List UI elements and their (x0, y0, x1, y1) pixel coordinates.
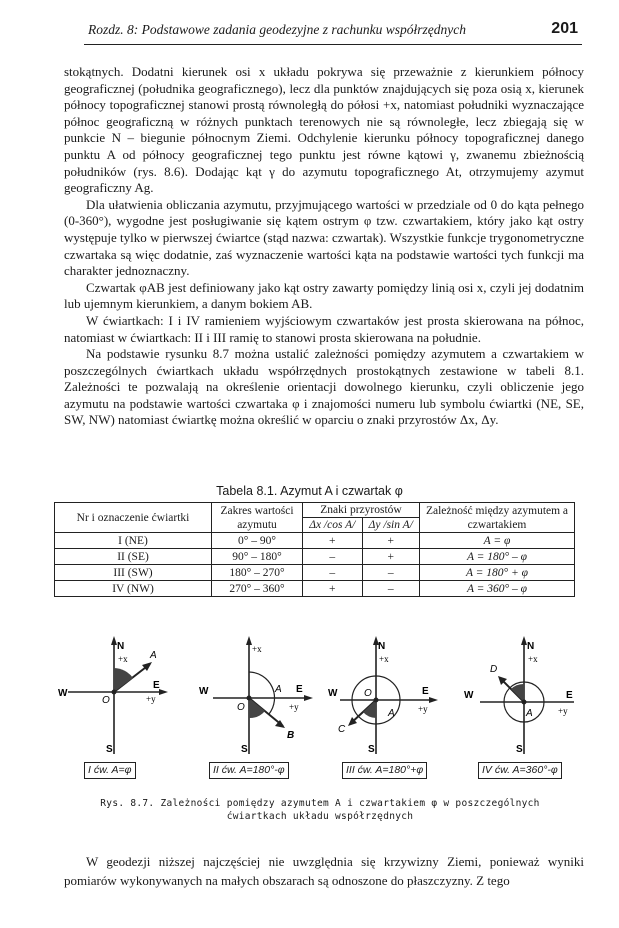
east-arrow-icon (304, 695, 313, 701)
east-arrow-icon (429, 697, 438, 703)
cell-dy: – (362, 581, 419, 597)
label-a: A (388, 708, 395, 719)
label-w: W (199, 686, 209, 697)
label-py: +y (146, 694, 156, 704)
cell-relation: A = φ (420, 533, 575, 549)
cell-quadrant: III (SW) (55, 565, 212, 581)
label-o: O (237, 702, 245, 713)
label-a: A (150, 650, 157, 661)
label-s: S (106, 744, 113, 755)
label-a: A (526, 708, 533, 719)
cell-dx: – (303, 549, 363, 565)
cell-relation: A = 360° – φ (420, 581, 575, 597)
panel-4-label: IV ćw. A=360°-φ (478, 762, 562, 779)
cell-dx: + (303, 581, 363, 597)
label-b: B (287, 730, 295, 741)
paragraph-2: Dla ułatwienia obliczania azymutu, przyjmującego wartości w przedziale od 0 do kąta pełnego (0-360°), wygodne jest posługiwanie się kątem ostrym φ tzw. czwartakiem, który jako kąt ostry występuje tylko w pierwszej ćwiartce (stąd nazwa: czwartak). Wszystkie funkcje trygonometryczne czwartaka są więc dodatnie, zaś wyznaczenie wartości kąta na podstawie wartości tych funkcji ma charakter jednoznaczny. (64, 196, 584, 279)
label-n: N (117, 641, 125, 652)
quadrant-3-diagram (326, 632, 446, 782)
closing-text (64, 852, 584, 890)
label-e: E (296, 684, 303, 695)
quadrant-2-diagram (199, 632, 319, 782)
label-n: N (378, 641, 386, 652)
cell-dx: – (303, 565, 363, 581)
table-row (55, 565, 575, 581)
panel-quadrant-2 (199, 632, 319, 782)
origin-point (112, 690, 117, 695)
label-e: E (153, 680, 160, 691)
label-c: C (338, 724, 346, 735)
cell-quadrant: I (NE) (55, 533, 212, 549)
label-n: N (527, 641, 535, 652)
cell-range: 180° – 270° (212, 565, 303, 581)
page-number: 201 (551, 20, 578, 37)
east-arrow-icon (159, 689, 168, 695)
table-caption: Tabela 8.1. Azymut A i czwartak φ (216, 484, 403, 498)
origin-point (247, 696, 252, 701)
panel-2-label: II ćw. A=180°-φ (209, 762, 289, 779)
label-e: E (566, 690, 573, 701)
closing-paragraph: W geodezji niższej najczęściej nie uwzględnia się krzywizny Ziemi, ponieważ wyniki pomiarów wykonywanych na małych obszarach są odnoszone do płaszczyzny. Z tego (64, 854, 584, 888)
cell-range: 90° – 180° (212, 549, 303, 565)
cell-dy: + (362, 549, 419, 565)
panel-quadrant-3 (326, 632, 446, 782)
header-signs: Znaki przyrostów (303, 503, 420, 518)
paragraph-5: Na podstawie rysunku 8.7 można ustalić zależności pomiędzy azymutem a czwartakiem w poszczególnych ćwiartkach układu współrzędnych prostokątnych zestawione w tabeli 8.1. Zależności te pozwalają na określenie orientacji dowolnego kierunku, czyli obliczenie jego azymutu na podstawie wartości czwartaka φ i znajomości numeru lub symbolu ćwiartki (NE, SE, SW, NW) natomiast ćwiartkę można określić w oparciu o znaki przyrostów Δx, Δy. (64, 346, 584, 428)
panel-3-label: III ćw. A=180°+φ (342, 762, 427, 779)
table-row (55, 533, 575, 549)
label-py: +y (418, 704, 428, 714)
figure-8-7 (54, 632, 584, 782)
cell-quadrant: II (SE) (55, 549, 212, 565)
cell-range: 270° – 360° (212, 581, 303, 597)
quadrant-4-diagram (462, 632, 582, 782)
paragraph-4: W ćwiartkach: I i IV ramieniem wyjściowym czwartaków jest prosta skierowana na północ, natomiast w ćwiartkach: II i III ramię to stanowi prosta skierowana na południe. (64, 312, 584, 345)
label-s: S (241, 744, 248, 755)
origin-point (522, 700, 527, 705)
header-range: Zakres wartości azymutu (212, 503, 303, 533)
label-w: W (58, 688, 68, 699)
label-px: +x (118, 654, 128, 664)
panel-quadrant-1 (54, 632, 174, 782)
label-s: S (368, 744, 375, 755)
paragraph-3: Czwartak φAB jest definiowany jako kąt ostry zawarty pomiędzy linią osi x, czyli jej dodatnim lub ujemnym kierunkiem, a danym bokiem AB. (64, 279, 584, 312)
label-d: D (490, 664, 498, 675)
chapter-title: Rozdz. 8: Podstawowe zadania geodezyjne z rachunku współrzędnych (88, 22, 466, 37)
cell-dy: – (362, 565, 419, 581)
figure-caption: Rys. 8.7. Zależności pomiędzy azymutem A i czwartakiem φ w poszczególnych ćwiartkach układu współrzędnych (100, 798, 540, 822)
header-relation: Zależność między azymutem a czwartakiem (420, 503, 575, 533)
running-header (84, 20, 582, 45)
angle-sector (511, 684, 524, 702)
cell-quadrant: IV (NW) (55, 581, 212, 597)
cell-dx: + (303, 533, 363, 549)
label-o: O (102, 695, 110, 706)
label-o: O (364, 688, 372, 699)
cell-range: 0° – 90° (212, 533, 303, 549)
label-a: A (275, 684, 282, 695)
quadrant-1-diagram (54, 632, 174, 782)
label-w: W (464, 690, 474, 701)
header-quadrant: Nr i oznaczenie ćwiartki (55, 503, 212, 533)
cell-dy: + (362, 533, 419, 549)
angle-sector (114, 668, 133, 692)
table-row (55, 549, 575, 565)
label-s: S (516, 744, 523, 755)
cell-relation: A = 180° + φ (420, 565, 575, 581)
label-px: +x (379, 654, 389, 664)
label-e: E (422, 686, 429, 697)
cell-relation: A = 180° – φ (420, 549, 575, 565)
panel-quadrant-4 (462, 632, 582, 782)
header-dy: Δy /sin A/ (362, 518, 419, 533)
paragraph-1: stokątnych. Dodatni kierunek osi x układu pokrywa się przeważnie z kierunkiem północy geograficznej (południka geograficznego), lecz dla punktów znajdujących się poza osią x, kierunek północy topograficznej stanowi prostą równoległą do półosi +x, natomiast południki wyznaczające północ geograficzną w różnych punktach terenowych nie są równoległe, lecz zbiegają się w punkcie N – biegunie północnym Ziemi. Odchylenie kierunku północy topograficznej danego punktu A od północy geograficznej tego punktu jest równe kątowi γ, zwanemu zbieżnością południków (rys. 8.6). Dodając kąt γ do azymutu topograficznego At, otrzymujemy azymut geograficzny Ag. (64, 64, 584, 196)
label-w: W (328, 688, 338, 699)
label-py: +y (558, 706, 568, 716)
panel-1-label: I ćw. A=φ (84, 762, 136, 779)
origin-point (374, 698, 379, 703)
label-px: +x (252, 644, 262, 654)
table-row (55, 581, 575, 597)
label-py: +y (289, 702, 299, 712)
label-px: +x (528, 654, 538, 664)
header-dx: Δx /cos A/ (303, 518, 363, 533)
azimuth-table (54, 502, 575, 597)
body-text (64, 64, 584, 429)
